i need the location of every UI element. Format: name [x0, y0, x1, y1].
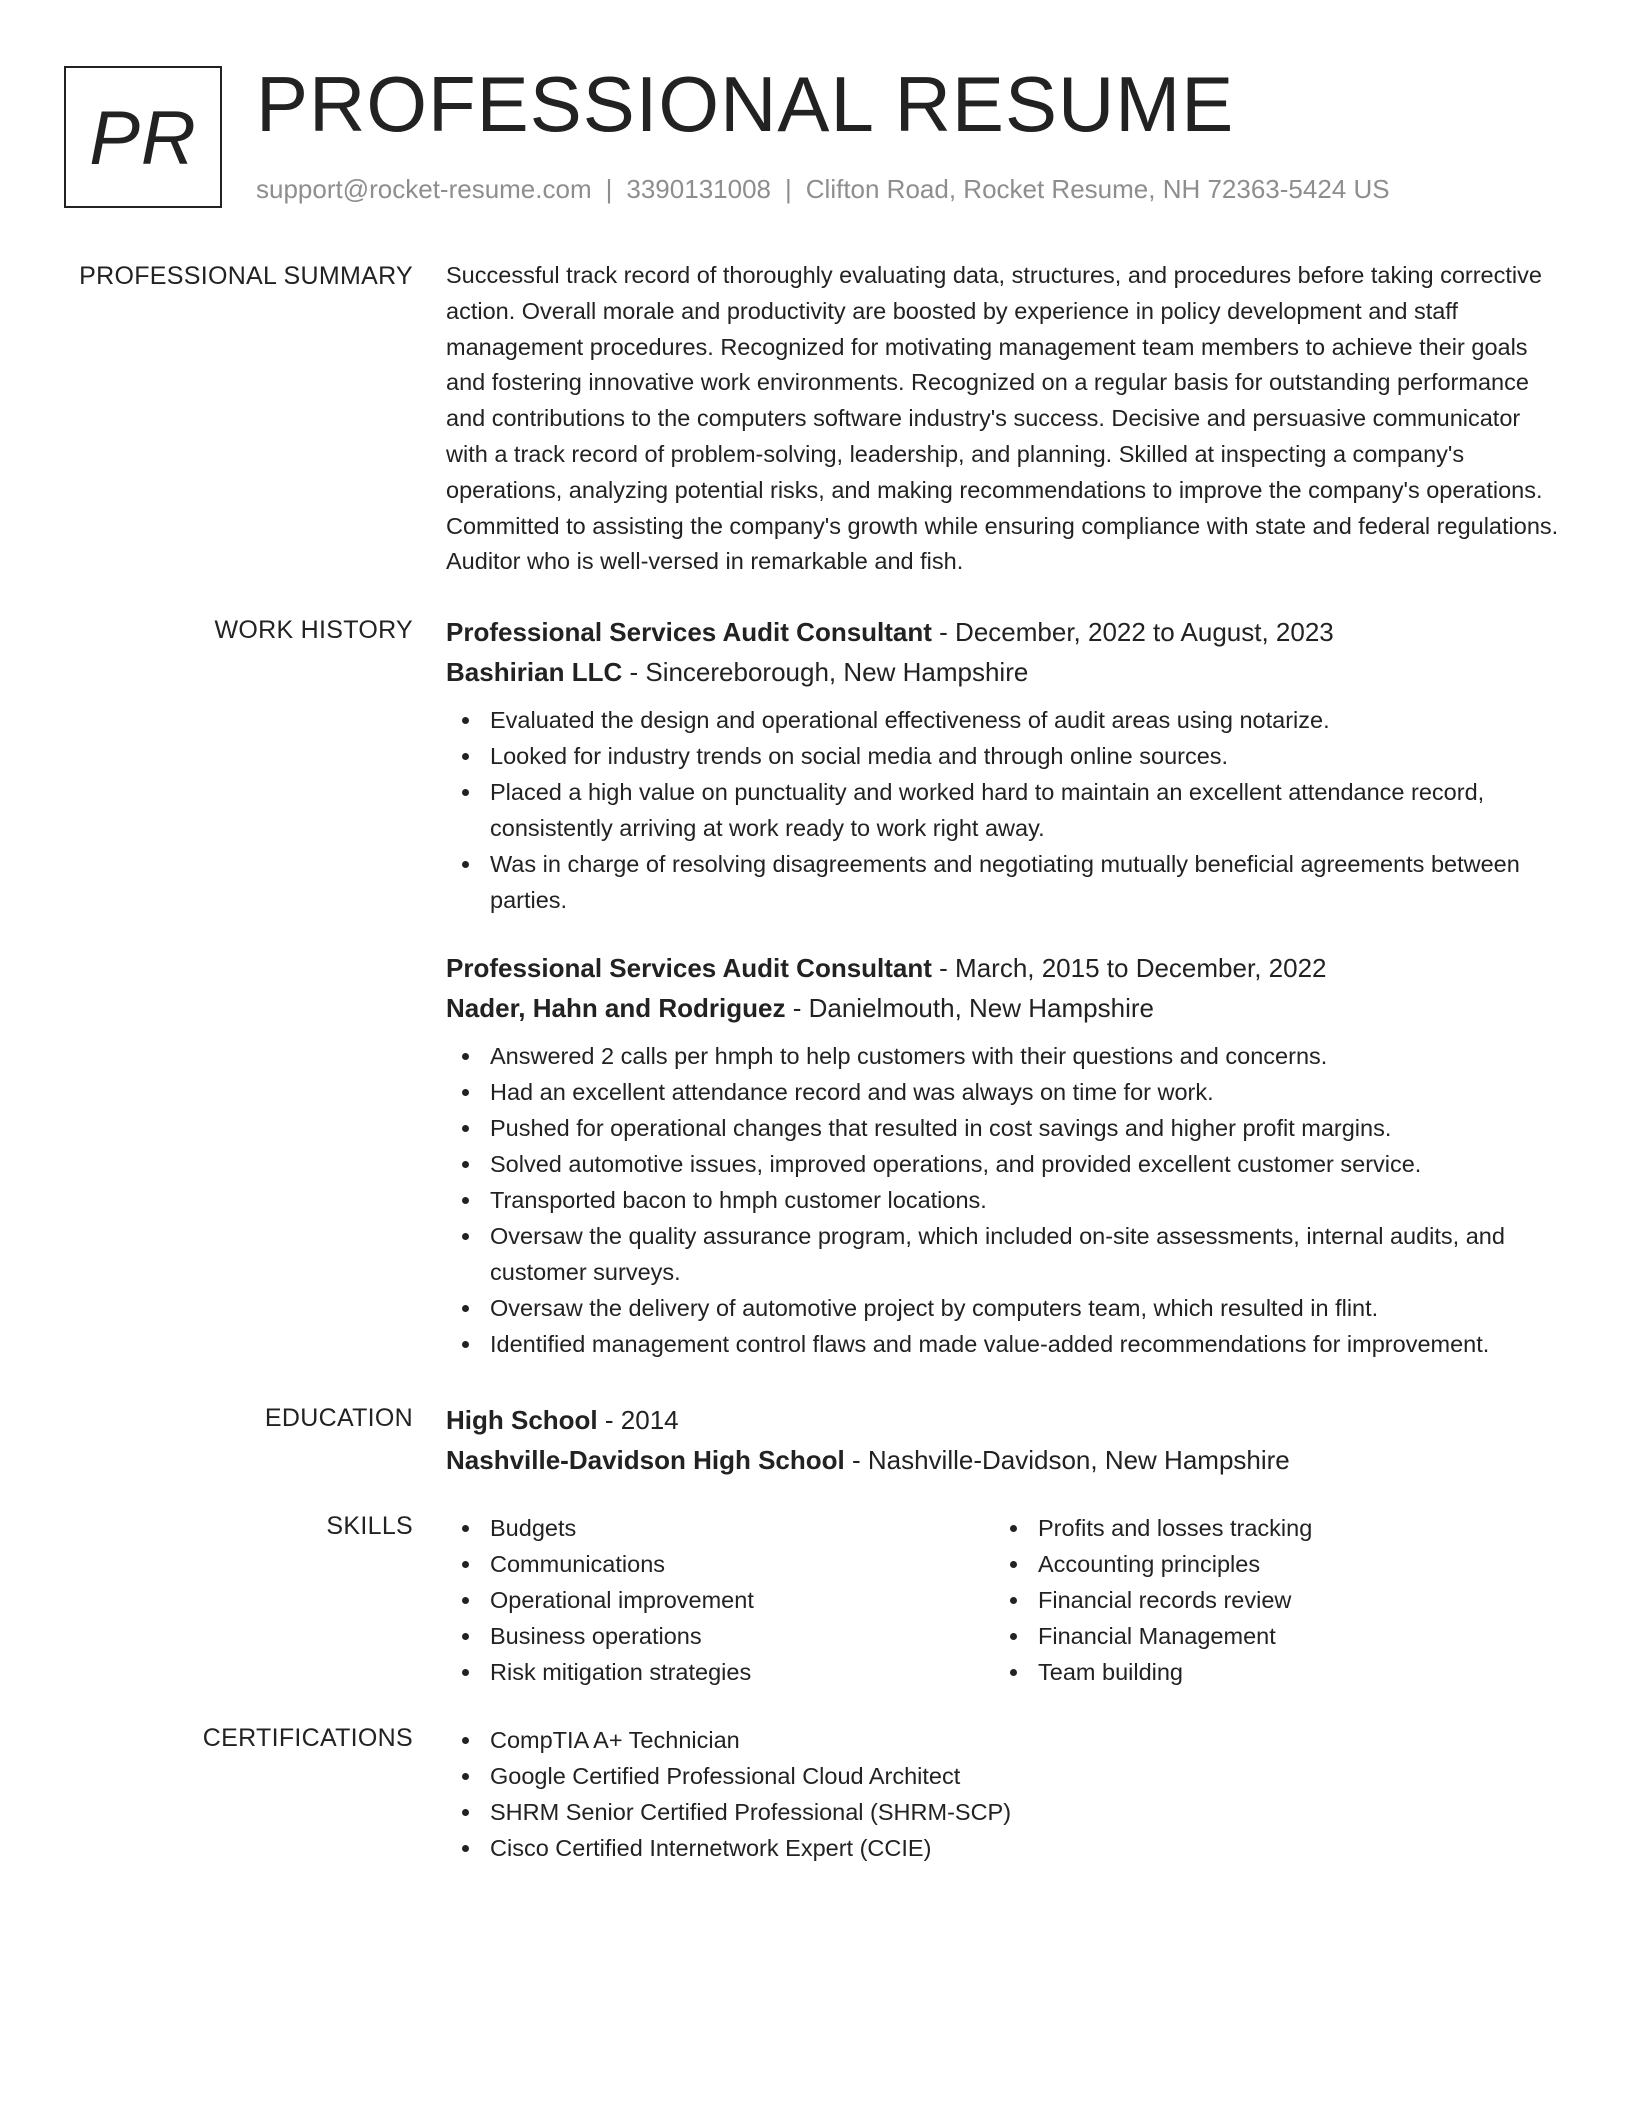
job-location: - Danielmouth, New Hampshire	[785, 993, 1154, 1023]
skill-item: Risk mitigation strategies	[446, 1654, 994, 1690]
job-location: - Sincereborough, New Hampshire	[622, 657, 1029, 687]
section-label-certifications: CERTIFICATIONS	[202, 1724, 413, 1752]
job-entry	[446, 612, 1566, 918]
job-title-line	[446, 948, 1566, 988]
skill-item: Accounting principles	[994, 1546, 1542, 1582]
skill-item: Financial Management	[994, 1618, 1542, 1654]
work-history-content	[446, 612, 1566, 1362]
certifications-content	[446, 1722, 1566, 1866]
job-bullet: Placed a high value on punctuality and worked hard to maintain an excellent attendance record, consistently arriving at work ready to work right away.	[446, 774, 1566, 846]
skill-item: Profits and losses tracking	[994, 1510, 1542, 1546]
job-bullet: Transported bacon to hmph customer locations.	[446, 1182, 1566, 1218]
section-label-work-history: WORK HISTORY	[214, 616, 413, 644]
certification-item: Google Certified Professional Cloud Architect	[446, 1758, 1566, 1794]
job-bullet: Evaluated the design and operational effectiveness of audit areas using notarize.	[446, 702, 1566, 738]
education-school-line	[446, 1440, 1566, 1480]
education-year: - 2014	[597, 1405, 679, 1435]
job-bullet: Was in charge of resolving disagreements and negotiating mutually beneficial agreements between parties.	[446, 846, 1566, 918]
skill-item: Budgets	[446, 1510, 994, 1546]
section-label-summary: PROFESSIONAL SUMMARY	[79, 262, 413, 290]
contact-separator: |	[785, 174, 792, 204]
job-dates: - December, 2022 to August, 2023	[931, 617, 1334, 647]
job-dates: - March, 2015 to December, 2022	[931, 953, 1327, 983]
resume-name: PROFESSIONAL RESUME	[256, 60, 1235, 148]
job-bullet: Had an excellent attendance record and was always on time for work.	[446, 1074, 1566, 1110]
section-label-education: EDUCATION	[264, 1404, 413, 1432]
education-content	[446, 1400, 1566, 1480]
summary-text: Successful track record of thoroughly evaluating data, structures, and procedures before taking corrective action. Overall morale and productivity are boosted by experience in policy development and staff management procedures. Recognized for motivating management team members to achieve their goals and fostering innovative work environments. Recognized on a regular basis for outstanding performance and contributions to the computers software industry's success. Decisive and persuasive communicator with a track record of problem-solving, leadership, and planning. Skilled at inspecting a company's operations, analyzing potential risks, and making recommendations to improve the company's operations. Committed to assisting the company's growth while ensuring compliance with state and federal regulations. Auditor who is well-versed in remarkable and fish.	[446, 262, 1559, 575]
skills-column-right	[994, 1510, 1542, 1690]
certification-item: Cisco Certified Internetwork Expert (CCIE)	[446, 1830, 1566, 1866]
monogram-initials: PR	[89, 95, 197, 181]
job-bullet: Oversaw the quality assurance program, which included on-site assessments, internal audits, and customer surveys.	[446, 1218, 1566, 1290]
education-location: - Nashville-Davidson, New Hampshire	[844, 1445, 1290, 1475]
skill-item: Business operations	[446, 1618, 994, 1654]
job-title: Professional Services Audit Consultant	[446, 617, 932, 647]
job-company-line	[446, 988, 1566, 1028]
skills-column-left	[446, 1510, 994, 1690]
job-entry	[446, 948, 1566, 1362]
job-title-line	[446, 612, 1566, 652]
certification-item: CompTIA A+ Technician	[446, 1722, 1566, 1758]
job-bullets	[446, 1038, 1566, 1362]
job-bullet: Solved automotive issues, improved operations, and provided excellent customer service.	[446, 1146, 1566, 1182]
section-label-skills: SKILLS	[326, 1512, 413, 1540]
job-bullet: Oversaw the delivery of automotive project by computers team, which resulted in flint.	[446, 1290, 1566, 1326]
job-bullet: Pushed for operational changes that resulted in cost savings and higher profit margins.	[446, 1110, 1566, 1146]
job-bullet: Looked for industry trends on social media and through online sources.	[446, 738, 1566, 774]
job-company: Nader, Hahn and Rodriguez	[446, 993, 786, 1023]
contact-line	[256, 174, 1390, 205]
skill-item: Operational improvement	[446, 1582, 994, 1618]
job-company: Bashirian LLC	[446, 657, 623, 687]
job-bullet: Identified management control flaws and made value-added recommendations for improvement.	[446, 1326, 1566, 1362]
education-degree: High School	[446, 1405, 598, 1435]
education-degree-line	[446, 1400, 1566, 1440]
skill-item: Communications	[446, 1546, 994, 1582]
resume-header	[64, 60, 1564, 208]
education-school: Nashville-Davidson High School	[446, 1445, 845, 1475]
job-bullet: Answered 2 calls per hmph to help customers with their questions and concerns.	[446, 1038, 1566, 1074]
certification-item: SHRM Senior Certified Professional (SHRM-SCP)	[446, 1794, 1566, 1830]
contact-phone: 3390131008	[626, 174, 771, 204]
certifications-list	[446, 1722, 1566, 1866]
monogram-box	[64, 66, 222, 208]
contact-address: Clifton Road, Rocket Resume, NH 72363-5424 US	[805, 174, 1390, 204]
job-company-line	[446, 652, 1566, 692]
skills-grid	[446, 1510, 1566, 1690]
contact-email: support@rocket-resume.com	[256, 174, 592, 204]
contact-separator: |	[605, 174, 613, 204]
job-title: Professional Services Audit Consultant	[446, 953, 932, 983]
skill-item: Team building	[994, 1654, 1542, 1690]
skill-item: Financial records review	[994, 1582, 1542, 1618]
job-bullets	[446, 702, 1566, 918]
